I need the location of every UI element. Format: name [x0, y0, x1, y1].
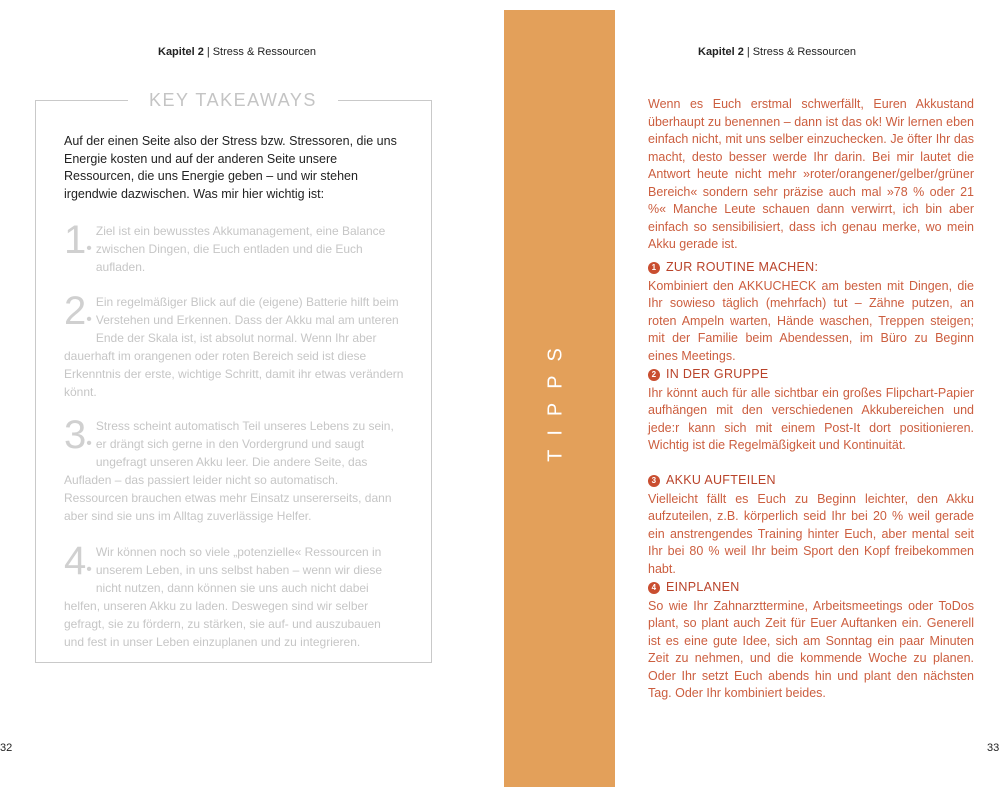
takeaway-text: Ziel ist ein bewusstes Akkumanagement, eine Balance zwischen Dingen, die Euch entladen und die Euch aufladen.: [95, 224, 386, 274]
tip-heading-text: AKKU AUFTEILEN: [666, 473, 776, 487]
page-header-right: [698, 46, 856, 58]
tip-heading: [648, 472, 974, 490]
header-title: Stress & Ressourcen: [212, 46, 317, 58]
tip-body: Kombiniert den AKKUCHECK am besten mit Dingen, die Ihr sowieso täglich (mehrfach) tut – Zähne putzen, an roten Ampeln warten, Hände waschen, Treppen steigen; mit der Familie beim Abendessen, im Büro zu Beginn eines Meetings.: [648, 278, 974, 363]
number-circle-icon: 1: [648, 262, 660, 274]
takeaway-item: [64, 539, 404, 651]
takeaway-item: [64, 218, 404, 276]
tip-section: [648, 579, 974, 703]
takeaway-text: Wir können noch so viele „potenzielle« Ressourcen in unserem Leben, in uns selbst haben – wenn wir diese nicht nutzen, dann können sie uns auch nicht dabei helfen, unseren Akku zu laden. Deswegen sind wir selber gefragt, sie zu fördern, zu stärken, sie auf- und auszubauen und fest in unser Leben einzuplanen und zu integrieren.: [64, 545, 383, 649]
tip-heading-text: IN DER GRUPPE: [666, 367, 769, 381]
takeaway-number: 4•: [64, 539, 92, 583]
tip-heading-text: EINPLANEN: [666, 580, 740, 594]
tip-body: Vielleicht fällt es Euch zu Beginn leichter, den Akku aufzuteilen, z.B. körperlich seid Ihr bei 20 % weil gerade ein anstrengendes Training hinter Euch, aber mental seit Ihr bei 80 % weil Ihr beim Sport den Kopf freibekommen habt.: [648, 491, 974, 576]
key-takeaways-title: KEY TAKEAWAYS: [128, 88, 338, 112]
tip-section: [648, 366, 974, 455]
takeaway-text: Stress scheint automatisch Teil unseres Lebens zu sein, er drängt sich gerne in den Vordergrund und saugt ungefragt unseren Akku leer. Die andere Seite, das Aufladen – das passiert leider nicht so automatisch. Ressourcen brauchen etwas mehr Einsatz unsererseits, dann aber sind sie uns im Alltag zuverlässige Helfer.: [64, 419, 394, 523]
tip-heading: [648, 259, 974, 277]
tip-section: [648, 472, 974, 578]
takeaway-number: 1•: [64, 218, 92, 262]
header-chapter: Kapitel 2: [698, 46, 744, 58]
tip-body: Ihr könnt auch für alle sichtbar ein großes Flipchart-Papier aufhängen mit den verschiedenen Akkubereichen und jede:r kann sich mit einem Post-It dort positionieren. Wichtig ist die Regelmäßigkeit und Kontinuität.: [648, 385, 974, 452]
takeaway-number: 2•: [64, 289, 92, 333]
takeaway-number: 3•: [64, 413, 92, 457]
tip-heading: [648, 579, 974, 597]
tipps-label: TIPPS: [544, 334, 567, 462]
page-number-left: 32: [0, 742, 13, 754]
page-header-left: [158, 46, 316, 58]
tip-heading: [648, 366, 974, 384]
takeaway-item: [64, 413, 404, 525]
header-title: Stress & Ressourcen: [752, 46, 857, 58]
header-separator: |: [746, 46, 750, 58]
takeaway-text: Ein regelmäßiger Blick auf die (eigene) Batterie hilft beim Verstehen und Erkennen. Dass der Akku mal am unteren Ende der Skala ist, ist absolut normal. Wenn Ihr aber dauerhaft im orangenen oder roten Bereich seid ist diese Erkenntnis der erste, wichtige Schritt, damit ihr etwas verändern könnt.: [64, 295, 404, 399]
number-circle-icon: 2: [648, 369, 660, 381]
tip-body: So wie Ihr Zahnarzttermine, Arbeitsmeetings oder ToDos plant, so plant auch Zeit für Euer Auftanken ein. Generell ist es eine gute Idee, sich am Sonntag ein paar Minuten Zeit zu nehmen, und die kommende Woche zu planen. Oder Ihr setzt Euch abends hin und plant den nächsten Tag. Oder Ihr kombiniert beides.: [648, 598, 974, 700]
page-number-right: 33: [987, 742, 1000, 754]
number-circle-icon: 4: [648, 582, 660, 594]
key-takeaways-intro: Auf der einen Seite also der Stress bzw. Stressoren, die uns Energie kosten und auf der anderen Seite unsere Ressourcen, die uns Energie geben – und wir stehen irgendwie dazwischen. Was mir hier wichtig ist:: [64, 134, 397, 201]
tip-heading-text: ZUR ROUTINE MACHEN:: [666, 260, 819, 274]
takeaway-item: [64, 289, 404, 401]
header-chapter: Kapitel 2: [158, 46, 204, 58]
number-circle-icon: 3: [648, 475, 660, 487]
tip-section: [648, 259, 974, 365]
header-separator: |: [206, 46, 210, 58]
tips-intro: Wenn es Euch erstmal schwerfällt, Euren Akkustand überhaupt zu benennen – dann ist das ok! Wir lernen eben einfach nicht, mit uns selber einzuchecken. Je öfter Ihr das macht, desto besser werde Ihr darin. Bei mir lautet die Antwort heute nicht mehr »roter/orangener/gelber/grüner Bereich« sondern sehr präzise auch mal »78 % oder 21 %« Manche Leute schauen dann verwirrt, ich bin aber einfach so sensibilisiert, dass ich genau merke, wo mein Akku gerade ist.: [648, 97, 974, 251]
